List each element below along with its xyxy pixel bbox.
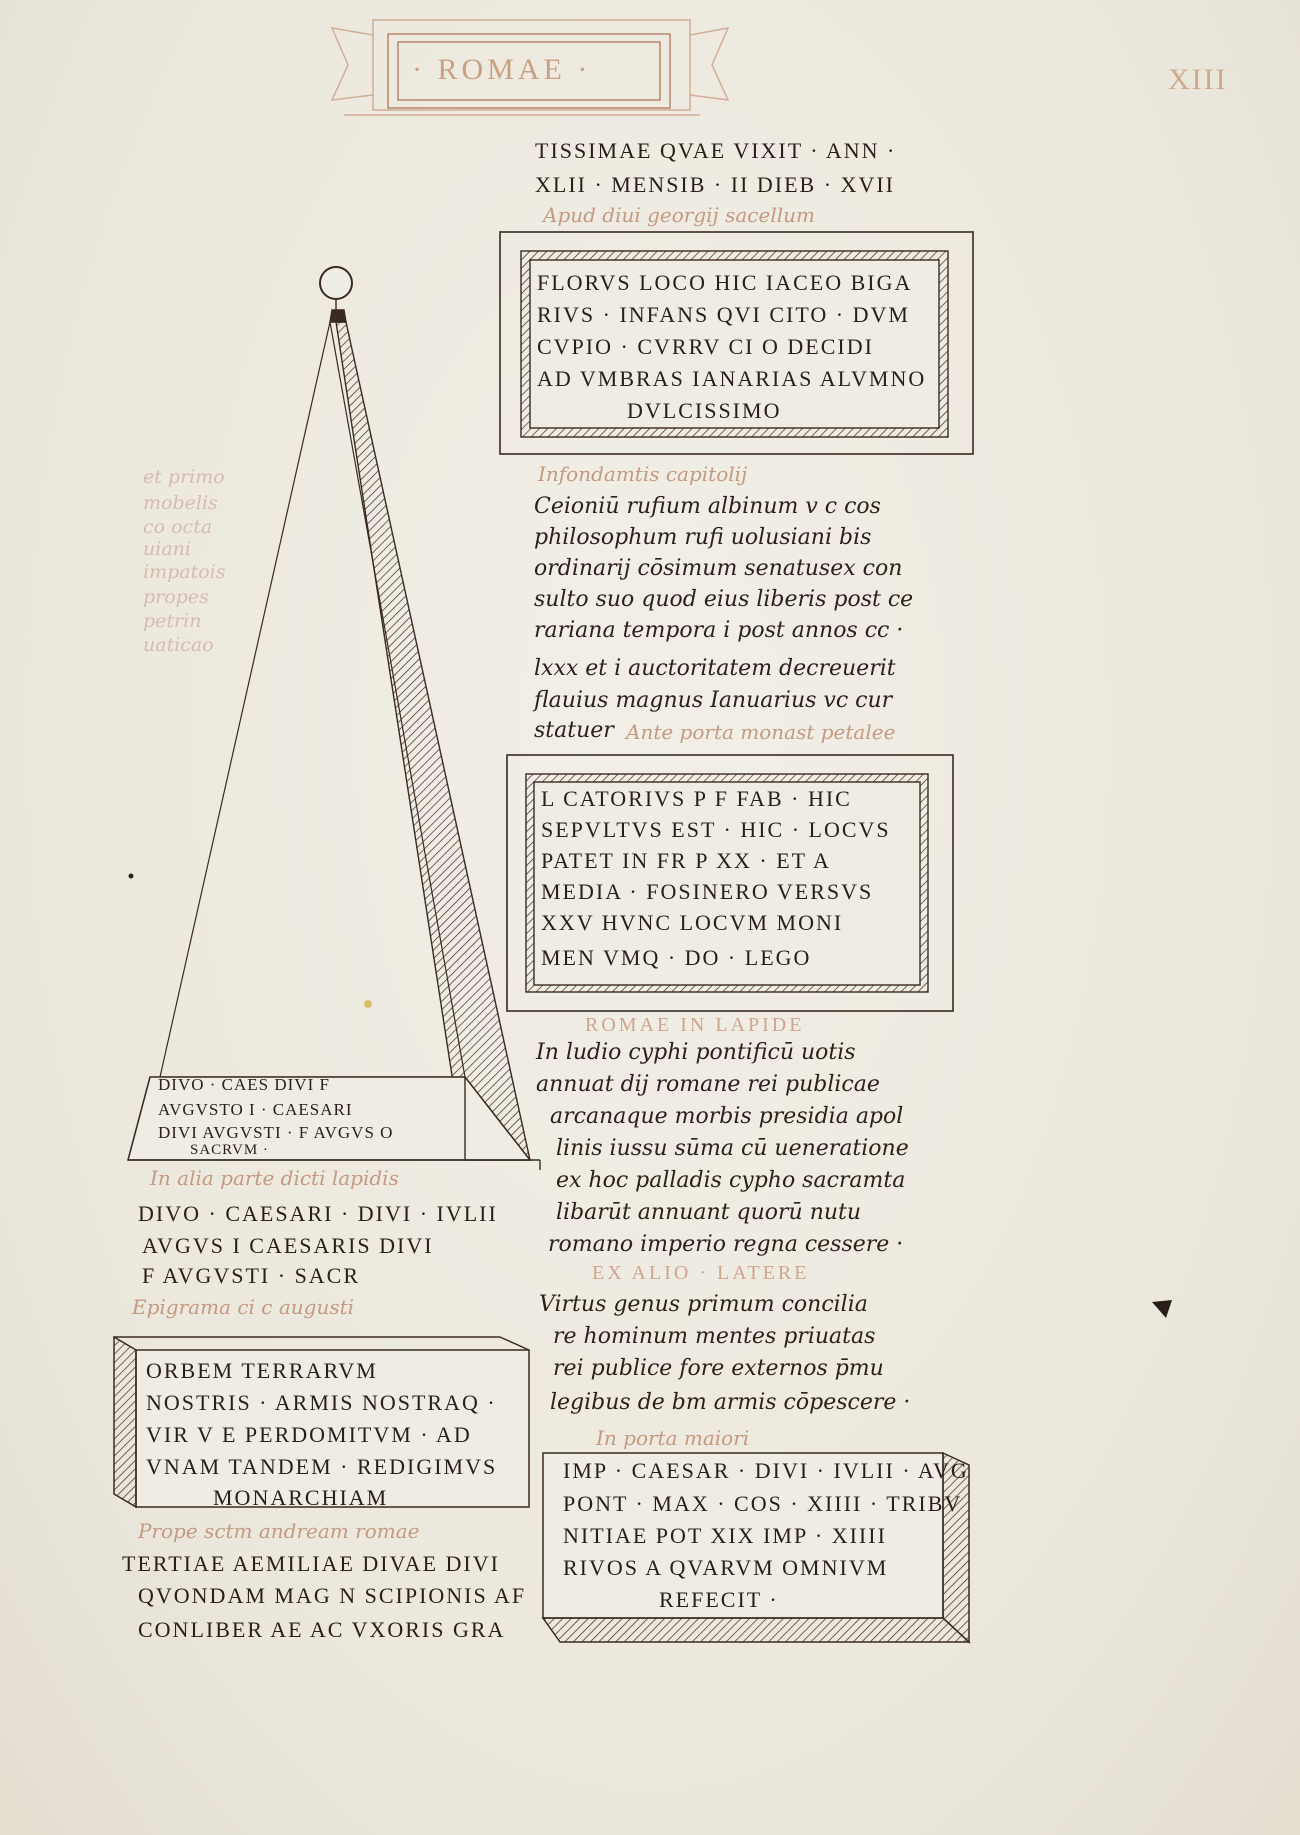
margin-note-line-7: petrin bbox=[143, 610, 202, 632]
box-3-line-2: NOSTRIS · ARMIS NOSTRAQ · bbox=[146, 1390, 497, 1415]
script-1-line-4: sulto suo quod eius liberis post ce bbox=[534, 587, 914, 612]
box-2-line-1: L CATORIVS P F FAB · HIC bbox=[541, 786, 852, 811]
script-1-line-1: Ceioniū rufium albinum v c cos bbox=[534, 494, 881, 519]
script-1-line-8: statuer bbox=[534, 718, 614, 743]
box-3-line-5: MONARCHIAM bbox=[213, 1485, 389, 1510]
top-line-2: XLII · MENSIB · II DIEB · XVII bbox=[535, 172, 895, 197]
ink-blot bbox=[1152, 1300, 1172, 1318]
box-2-line-2: SEPVLTVS EST · HIC · LOCVS bbox=[541, 817, 891, 842]
rubric-4: ROMAE IN LAPIDE bbox=[585, 1014, 805, 1036]
obelisk-base-line-3: DIVI AVGVSTI · F AVGVS O bbox=[158, 1123, 394, 1142]
box-3-line-1: ORBEM TERRARVM bbox=[146, 1358, 378, 1383]
script-2-line-4: linis iussu sūma cū ueneratione bbox=[556, 1136, 909, 1161]
ink-speck bbox=[129, 874, 134, 879]
box-2-line-5: XXV HVNC LOCVM MONI bbox=[541, 910, 844, 935]
rubric-5: EX ALIO · LATERE bbox=[592, 1262, 810, 1284]
bottom-caps-line-3: CONLIBER AE AC VXORIS GRA bbox=[138, 1617, 506, 1642]
rubric-3: Ante porta monast petalee bbox=[626, 720, 896, 744]
rubric-6: In porta maiori bbox=[596, 1426, 750, 1450]
box-4-line-3: NITIAE POT XIX IMP · XIIII bbox=[563, 1523, 887, 1548]
left-caps-line-1: DIVO · CAESARI · DIVI · IVLII bbox=[138, 1201, 498, 1226]
box-3-line-3: VIR V E PERDOMITVM · AD bbox=[146, 1422, 472, 1447]
rubric-8: Epigrama ci c augusti bbox=[132, 1295, 355, 1319]
script-1-line-3: ordinarij cōsimum senatusex con bbox=[534, 556, 903, 581]
box-1-line-3: CVPIO · CVRRV CI O DECIDI bbox=[537, 334, 874, 359]
margin-note-line-8: uaticao bbox=[143, 634, 214, 656]
script-1-line-2: philosophum rufi uolusiani bis bbox=[534, 525, 872, 550]
box-2-line-3: PATET IN FR P XX · ET A bbox=[541, 848, 831, 873]
rubric-2: Infondamtis capitolij bbox=[538, 462, 748, 486]
rubric-1: Apud diui georgij sacellum bbox=[543, 203, 815, 227]
folio-number: XIII bbox=[1168, 63, 1228, 96]
box-1-line-5: DVLCISSIMO bbox=[627, 398, 782, 423]
box-4-line-2: PONT · MAX · COS · XIIII · TRIBV bbox=[563, 1491, 963, 1516]
box-2-line-4: MEDIA · FOSINERO VERSVS bbox=[541, 879, 874, 904]
script-1-line-5: rariana tempora i post annos cc · bbox=[534, 618, 904, 643]
top-line-1: TISSIMAE QVAE VIXIT · ANN · bbox=[535, 138, 897, 163]
rubric-9: Prope sctm andream romae bbox=[138, 1519, 420, 1543]
box-1-line-4: AD VMBRAS IANARIAS ALVMNO bbox=[537, 366, 927, 391]
margin-note-line-1: et primo bbox=[143, 466, 225, 488]
rubric-7: In alia parte dicti lapidis bbox=[150, 1166, 399, 1190]
box-4-line-5: REFECIT · bbox=[659, 1587, 779, 1612]
bottom-caps-line-1: TERTIAE AEMILIAE DIVAE DIVI bbox=[122, 1551, 500, 1576]
margin-note-line-6: propes bbox=[143, 586, 209, 608]
margin-note-line-4: uiani bbox=[143, 538, 191, 560]
obelisk-base-line-2: AVGVSTO I · CAESARI bbox=[158, 1100, 353, 1119]
script-2-line-3: arcanaque morbis presidia apol bbox=[550, 1104, 904, 1129]
obelisk-base-line-4: SACRVM · bbox=[190, 1142, 269, 1158]
margin-note-line-2: mobelis bbox=[143, 492, 218, 514]
script-3-line-2: re hominum mentes priuatas bbox=[553, 1324, 876, 1349]
obelisk-drawing bbox=[128, 267, 540, 1170]
bottom-caps-line-2: QVONDAM MAG N SCIPIONIS AF bbox=[138, 1583, 527, 1608]
left-caps-line-3: F AVGVSTI · SACR bbox=[142, 1263, 361, 1288]
script-3-line-1: Virtus genus primum concilia bbox=[539, 1292, 868, 1317]
box-3-line-4: VNAM TANDEM · REDIGIMVS bbox=[146, 1454, 498, 1479]
script-2-line-6: libarūt annuant quorū nutu bbox=[556, 1200, 862, 1225]
left-caps-line-2: AVGVS I CAESARIS DIVI bbox=[142, 1233, 434, 1258]
box-4-line-4: RIVOS A QVARVM OMNIVM bbox=[563, 1555, 889, 1580]
script-2-line-5: ex hoc palladis cypho sacramta bbox=[556, 1168, 906, 1193]
script-3-line-4: legibus de bm armis cōpescere · bbox=[550, 1390, 911, 1415]
obelisk-base-line-1: DIVO · CAES DIVI F bbox=[158, 1075, 330, 1094]
box-1-line-1: FLORVS LOCO HIC IACEO BIGA bbox=[537, 270, 913, 295]
script-2-line-2: annuat dij romane rei publicae bbox=[536, 1072, 880, 1097]
margin-note-line-5: impatois bbox=[143, 561, 226, 583]
wax-speck bbox=[364, 1000, 372, 1008]
box-4-line-1: IMP · CAESAR · DIVI · IVLII · AVG bbox=[563, 1458, 969, 1483]
script-2-line-7: romano imperio regna cessere · bbox=[548, 1232, 904, 1257]
box-1-line-2: RIVS · INFANS QVI CITO · DVM bbox=[537, 302, 910, 327]
margin-note-line-3: co octa bbox=[143, 516, 213, 538]
page-title: · ROMAE · bbox=[412, 53, 592, 86]
box-2-line-6: MEN VMQ · DO · LEGO bbox=[541, 945, 812, 970]
script-1-line-7: flauius magnus Ianuarius vc cur bbox=[534, 688, 893, 713]
script-1-line-6: lxxx et i auctoritatem decreuerit bbox=[534, 656, 896, 681]
script-2-line-1: In ludio cyphi pontificū uotis bbox=[536, 1040, 856, 1065]
script-3-line-3: rei publice fore externos p̄mu bbox=[553, 1356, 884, 1381]
